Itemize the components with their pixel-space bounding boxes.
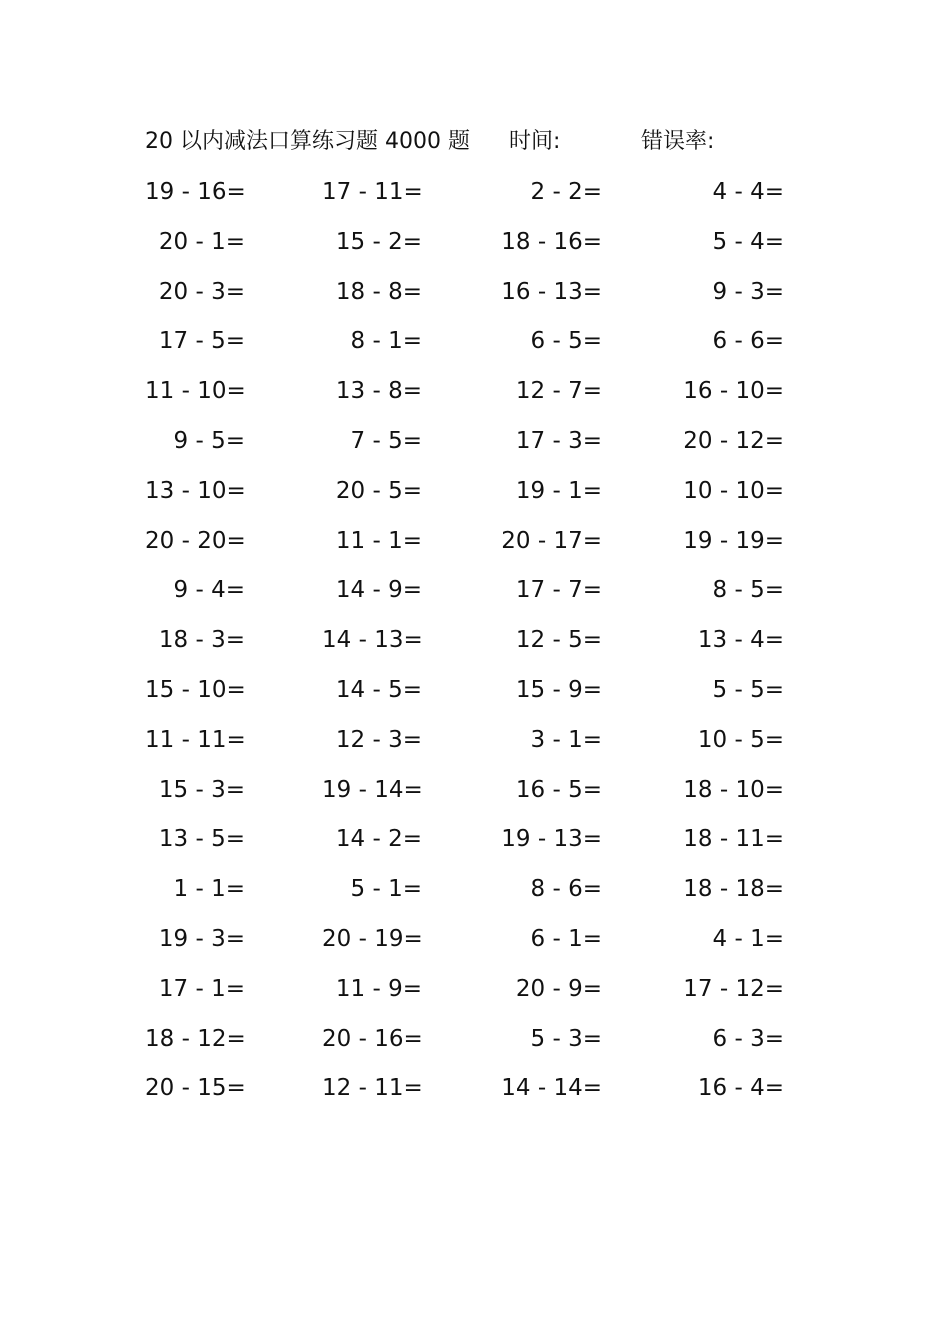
problem-item: 6 - 1= (530, 925, 602, 952)
problem-item: 20 - 12= (683, 427, 784, 454)
problem-item: 13 - 8= (335, 378, 422, 405)
problem-item: 6 - 3= (712, 1025, 784, 1052)
problem-row (0, 375, 950, 425)
problem-item: 13 - 4= (697, 627, 784, 654)
problem-row (0, 425, 950, 475)
problem-item: 17 - 12= (683, 975, 784, 1002)
problem-item: 12 - 11= (322, 1075, 423, 1102)
problem-item: 17 - 3= (515, 427, 602, 454)
problem-item: 20 - 15= (145, 1075, 246, 1102)
problem-item: 13 - 10= (145, 477, 246, 504)
problem-item: 2 - 2= (530, 179, 602, 205)
problem-row (0, 823, 950, 873)
problem-item: 5 - 4= (712, 228, 784, 255)
problem-item: 16 - 10= (683, 378, 784, 405)
problem-row (0, 873, 950, 923)
problem-row (0, 674, 950, 724)
problem-item: 11 - 11= (145, 726, 246, 753)
problem-item: 5 - 5= (712, 676, 784, 703)
problem-row (0, 276, 950, 326)
problem-item: 19 - 3= (158, 925, 245, 952)
problem-item: 16 - 5= (515, 776, 602, 803)
problem-row (0, 226, 950, 276)
problem-item: 14 - 13= (322, 627, 423, 654)
problem-row (0, 574, 950, 624)
problem-item: 15 - 9= (515, 676, 602, 703)
problem-row (0, 724, 950, 774)
problem-row (0, 525, 950, 575)
problem-item: 7 - 5= (350, 427, 422, 454)
problem-item: 9 - 4= (173, 577, 245, 604)
problem-item: 5 - 3= (530, 1025, 602, 1052)
error-rate-label: 错误率: (641, 129, 715, 154)
problem-item: 18 - 10= (683, 776, 784, 803)
problem-item: 9 - 3= (712, 278, 784, 305)
problem-row (0, 475, 950, 525)
problem-item: 5 - 1= (350, 876, 422, 903)
problem-item: 14 - 14= (501, 1075, 602, 1102)
problem-item: 12 - 3= (335, 726, 422, 753)
problem-item: 17 - 11= (322, 179, 423, 205)
problem-item: 13 - 5= (158, 826, 245, 853)
problem-item: 4 - 1= (712, 925, 784, 952)
problem-row (0, 624, 950, 674)
problem-item: 18 - 8= (335, 278, 422, 305)
problem-row (0, 923, 950, 973)
worksheet-title: 20 以内减法口算练习题 4000 题 (145, 129, 470, 154)
problem-item: 8 - 5= (712, 577, 784, 604)
problem-item: 6 - 5= (530, 328, 602, 355)
problem-item: 16 - 13= (501, 278, 602, 305)
problem-item: 19 - 1= (515, 477, 602, 504)
problem-item: 20 - 20= (145, 527, 246, 554)
problem-item: 19 - 14= (322, 776, 423, 803)
problem-item: 19 - 13= (501, 826, 602, 853)
problem-item: 14 - 9= (335, 577, 422, 604)
time-label: 时间: (509, 129, 561, 154)
problem-row (0, 176, 950, 226)
problem-item: 3 - 1= (530, 726, 602, 753)
problem-item: 11 - 1= (335, 527, 422, 554)
problem-item: 20 - 19= (322, 925, 423, 952)
problem-item: 16 - 4= (697, 1075, 784, 1102)
problem-row (0, 973, 950, 1023)
problem-row (0, 774, 950, 824)
problem-item: 14 - 2= (335, 826, 422, 853)
problem-row (0, 325, 950, 375)
problem-item: 1 - 1= (173, 876, 245, 903)
problem-item: 18 - 12= (145, 1025, 246, 1052)
problem-item: 10 - 5= (697, 726, 784, 753)
problem-item: 17 - 5= (158, 328, 245, 355)
problem-item: 20 - 17= (501, 527, 602, 554)
problem-item: 11 - 9= (335, 975, 422, 1002)
problem-item: 18 - 16= (501, 228, 602, 255)
problem-item: 19 - 16= (145, 179, 246, 205)
problem-item: 4 - 4= (712, 179, 784, 205)
problem-item: 20 - 16= (322, 1025, 423, 1052)
problem-item: 9 - 5= (173, 427, 245, 454)
problem-item: 20 - 9= (515, 975, 602, 1002)
problem-item: 15 - 3= (158, 776, 245, 803)
problem-item: 20 - 5= (335, 477, 422, 504)
problem-item: 15 - 2= (335, 228, 422, 255)
problem-item: 17 - 7= (515, 577, 602, 604)
problem-grid (0, 176, 950, 1122)
problem-item: 15 - 10= (145, 676, 246, 703)
problem-row (0, 1023, 950, 1073)
problem-item: 18 - 18= (683, 876, 784, 903)
problem-item: 20 - 3= (158, 278, 245, 305)
problem-row (0, 1072, 950, 1122)
problem-item: 18 - 11= (683, 826, 784, 853)
worksheet-header (145, 126, 785, 158)
problem-item: 11 - 10= (145, 378, 246, 405)
problem-item: 8 - 1= (350, 328, 422, 355)
problem-item: 10 - 10= (683, 477, 784, 504)
problem-item: 14 - 5= (335, 676, 422, 703)
problem-item: 18 - 3= (158, 627, 245, 654)
problem-item: 17 - 1= (158, 975, 245, 1002)
problem-item: 19 - 19= (683, 527, 784, 554)
problem-item: 20 - 1= (158, 228, 245, 255)
problem-item: 6 - 6= (712, 328, 784, 355)
problem-item: 12 - 7= (515, 378, 602, 405)
problem-item: 12 - 5= (515, 627, 602, 654)
problem-item: 8 - 6= (530, 876, 602, 903)
